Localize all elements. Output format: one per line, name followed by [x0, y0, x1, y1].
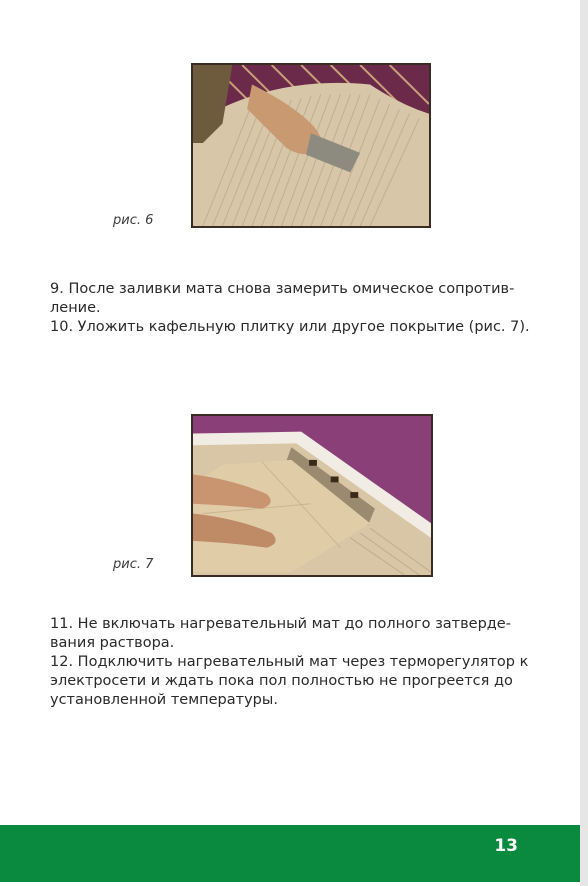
- page-edge: [580, 0, 588, 886]
- step-10-text: 10. Уложить кафельную плитку или другое покрытие (рис. 7).: [50, 319, 530, 335]
- step-12-text: 12. Подключить нагревательный мат через терморегулятор к электросети и ждать пока пол полностью не прогреется до установленной температуры.: [50, 654, 529, 708]
- page-number: 13: [494, 836, 518, 856]
- footer-bar: [0, 825, 580, 882]
- steps-9-10: [50, 280, 530, 337]
- figure-6-caption: рис. 6: [113, 213, 154, 228]
- step-9-text: 9. После заливки мата снова замерить омическое сопротив-ление.: [50, 281, 515, 316]
- figure-7-caption: рис. 7: [113, 557, 154, 572]
- step-11-text: 11. Не включать нагревательный мат до полного затверде-вания раствора.: [50, 616, 511, 651]
- figure-7-photo: [191, 414, 433, 577]
- figure-6-photo: [191, 63, 431, 228]
- steps-11-12: [50, 615, 530, 710]
